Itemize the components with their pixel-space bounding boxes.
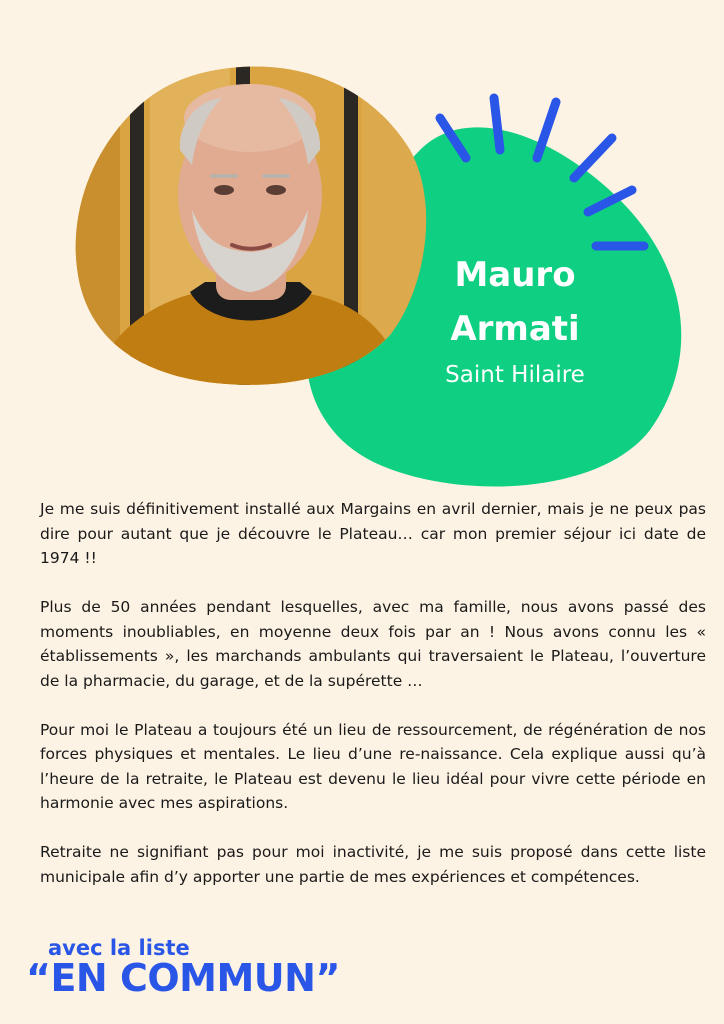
person-town: Saint Hilaire <box>445 362 585 388</box>
paragraph: Plus de 50 années pendant lesquelles, avec ma famille, nous avons passé des moments inoubliables, en moyenne deux fois par an ! Nous avons connu les « établissements », les marchands ambulants qui traversaient le Plateau, l’ouverture de la pharmacie, du garage, et de la supérette … <box>40 598 706 690</box>
person-first-name: Mauro <box>454 255 576 295</box>
body-text <box>40 497 706 914</box>
paragraph: Pour moi le Plateau a toujours été un lieu de ressourcement, de régénération de nos forces physiques et mentales. Le lieu d’une re-naissance. Cela explique aussi qu’à l’heure de la retraite, le Plateau est devenu le lieu idéal pour vivre cette période en harmonie avec mes aspirations. <box>40 720 706 812</box>
paragraph: Retraite ne signifiant pas pour moi inactivité, je me suis proposé dans cette liste municipale afin d’y apporter une partie de mes expériences et compétences. <box>40 843 706 886</box>
person-name <box>420 248 610 356</box>
person-last-name: Armati <box>450 309 580 349</box>
footer-tagline: avec la liste <box>48 936 190 960</box>
paragraph: Je me suis définitivement installé aux Margains en avril dernier, mais je ne peux pas dire pour autant que je découvre le Plateau… car mon premier séjour ici date de 1974 !! <box>40 500 706 567</box>
footer-list-name: “EN COMMUN” <box>26 956 340 1000</box>
